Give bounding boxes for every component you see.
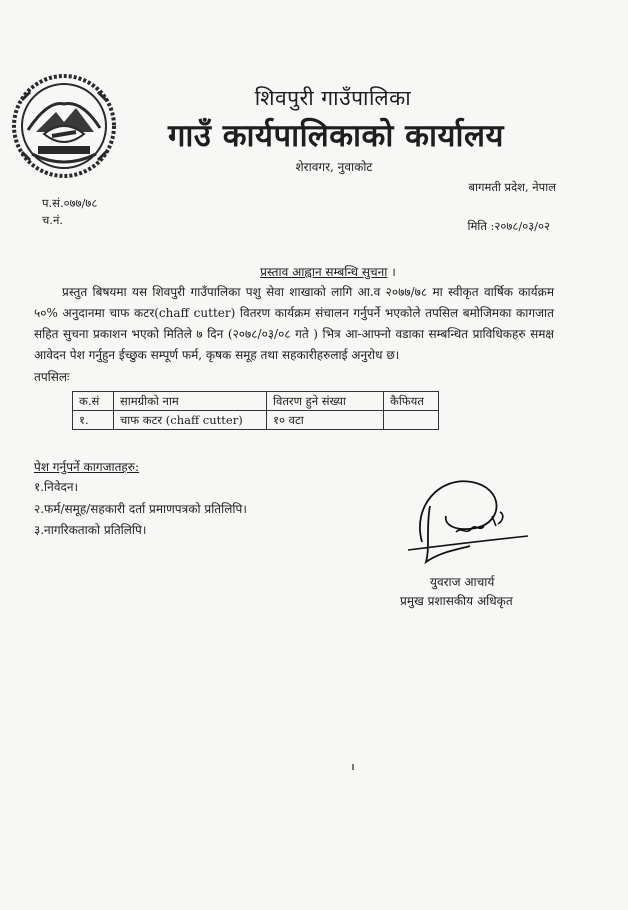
signatory-name: युवराज आचार्य bbox=[430, 575, 495, 589]
province-label: बागमती प्रदेश, नेपाल bbox=[468, 180, 556, 194]
table-header-cell: क.सं bbox=[73, 392, 114, 411]
table-header-cell: वितरण हुने संख्या bbox=[267, 392, 384, 411]
table-cell: १० वटा bbox=[267, 411, 384, 430]
table-cell: चाफ कटर (chaff cutter) bbox=[114, 411, 267, 430]
table-cell: १. bbox=[73, 411, 114, 430]
municipality-name: शिवपुरी गाउँपालिका bbox=[254, 86, 412, 110]
letter-date: मिति :२०७८/०३/०२ bbox=[467, 219, 550, 233]
subject-mark: । bbox=[391, 265, 396, 279]
details-label: तपसिलः bbox=[34, 370, 70, 384]
notice-subject bbox=[0, 263, 628, 280]
office-name: गाउँ कार्यपालिकाको कार्यालय bbox=[167, 118, 505, 154]
subject-text: प्रस्ताव आह्वान सम्बन्धि सुचना bbox=[260, 265, 388, 279]
document-item: २.फर्म/समूह/सहकारी दर्ता प्रमाणपत्रको प्रतिलिपि। bbox=[34, 502, 247, 516]
dispatch-number: च.नं. bbox=[42, 213, 63, 227]
notice-body: प्रस्तुत बिषयमा यस शिवपुरी गाउँपालिका पशु सेवा शाखाको लागि आ.व २०७७/७८ मा स्वीकृत वार्षिक कार्यक्रम ५०% अनुदानमा चाफ कटर(chaff cutter) वितरण कार्यक्रम संचालन गर्नुपर्ने भएकोले तपसिल बमोजिमका कागजात सहित सुचना प्रकाशन भएको मितिले ७ दिन (२०७८/०३/०८ गते ) भित्र आ-आफ्नो वडाका सम्बन्धित प्राविधिकहरु समक्ष आवेदन पेश गर्नुहुन ईच्छुक सम्पूर्ण फर्म, कृषक समूह तथा सहकारीहरुलाई अनुरोध छ। bbox=[34, 285, 554, 362]
scan-speck bbox=[352, 764, 354, 770]
handwritten-signature bbox=[400, 466, 530, 576]
documents-heading: पेश गर्नुपर्ने कागजातहरु: bbox=[34, 460, 140, 474]
table-header-cell: सामग्रीको नाम bbox=[114, 392, 267, 411]
table-row bbox=[73, 411, 439, 430]
table-header-row bbox=[73, 392, 439, 411]
signatory-title: प्रमुख प्रशासकीय अधिकृत bbox=[400, 594, 513, 608]
document-item: १.निवेदन। bbox=[34, 480, 79, 494]
table-header-cell: कैफियत bbox=[384, 392, 439, 411]
document-item: ३.नागरिकताको प्रतिलिपि। bbox=[34, 523, 147, 537]
office-address: शेरावगर, नुवाकोट bbox=[295, 160, 373, 174]
letter-number: प.सं.०७७/७८ bbox=[42, 196, 98, 210]
items-table bbox=[72, 391, 439, 430]
table-cell bbox=[384, 411, 439, 430]
